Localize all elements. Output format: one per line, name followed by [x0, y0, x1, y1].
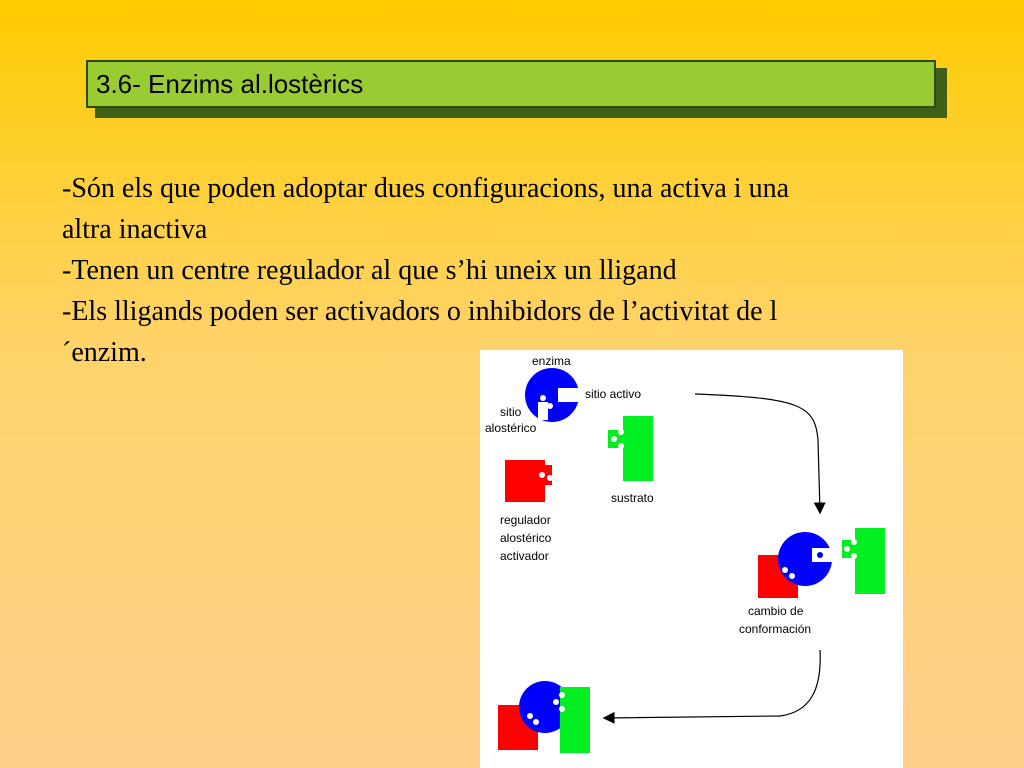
bullet-1: -Són els que poden adoptar dues configuracions, una activa i una altra inactiva	[62, 173, 790, 245]
arrow-to-conformation	[695, 394, 820, 512]
label-regulador-1: regulador	[500, 513, 551, 527]
label-cambio-1: cambio de	[748, 604, 804, 618]
label-regulador-2: alostérico	[500, 531, 552, 545]
label-cambio-2: conformación	[739, 622, 812, 636]
substrate	[608, 416, 653, 481]
label-sitio-alosterico-2: alostérico	[485, 421, 537, 435]
active-complex	[498, 681, 590, 753]
diagram-svg	[480, 350, 903, 768]
bullet-2: -Tenen un centre regulador al que s’hi uneix un lligand	[62, 255, 677, 286]
allosteric-enzyme-diagram	[480, 350, 903, 768]
label-sitio-activo: sitio activo	[585, 387, 642, 401]
label-sitio-alosterico-1: sitio	[500, 405, 522, 419]
slide-body	[62, 168, 842, 373]
label-regulador-3: activador	[500, 549, 549, 563]
conformation-complex	[758, 528, 885, 598]
slide-title-box	[86, 60, 936, 108]
allosteric-regulator	[505, 460, 553, 502]
arrow-to-active-complex	[605, 650, 820, 718]
label-enzima: enzima	[532, 354, 571, 368]
slide-title: 3.6- Enzims al.lostèrics	[86, 60, 936, 108]
free-enzyme	[525, 368, 582, 422]
label-sustrato: sustrato	[611, 491, 654, 505]
bullet-3: -Els lligands poden ser activadors o inhibidors de l’activitat de l´enzim.	[62, 296, 778, 368]
